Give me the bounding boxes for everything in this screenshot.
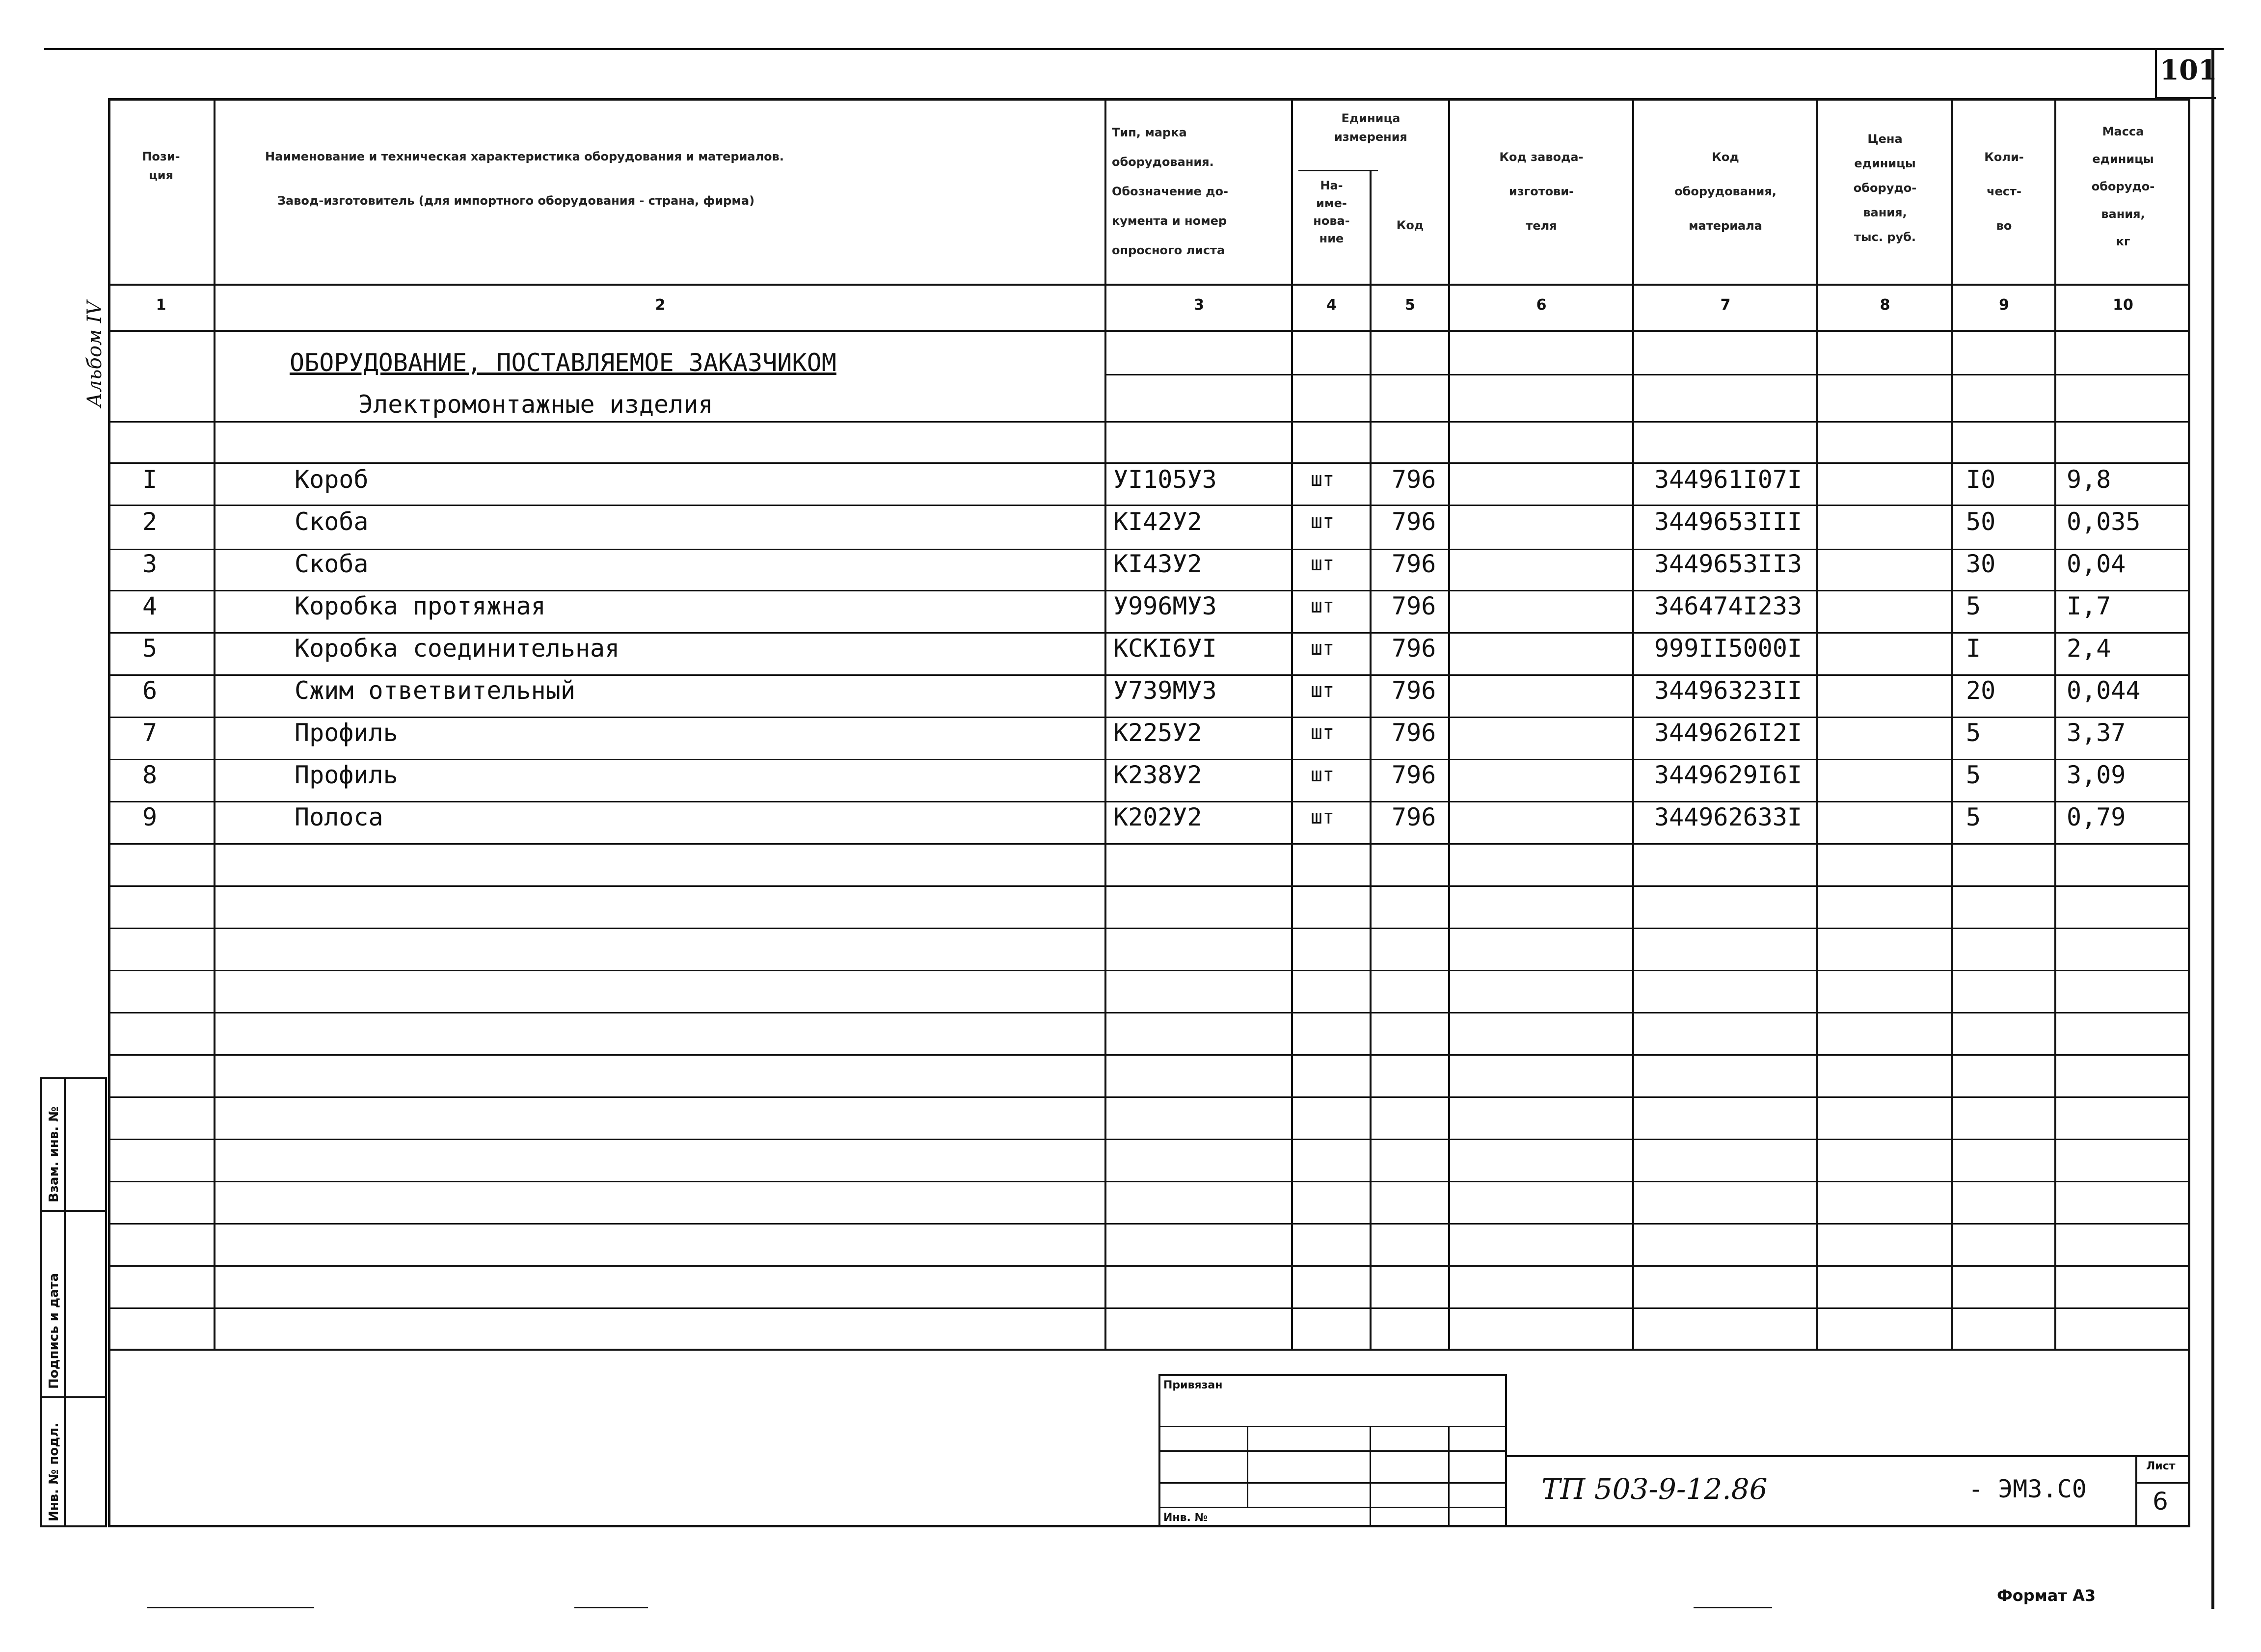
header-manufacturer: Завод-изготовитель (для импортного оборудования - страна, фирма) xyxy=(277,194,755,208)
grid-line xyxy=(1104,421,2190,423)
row-3-pos: 3 xyxy=(142,550,158,578)
subsection-title: Электромонтажные изделия xyxy=(358,390,713,419)
row-6-pos: 6 xyxy=(142,676,158,705)
row-1-qty: I0 xyxy=(1966,465,1996,494)
col-number: 7 xyxy=(1720,296,1731,314)
row-5-unit-code: 796 xyxy=(1392,634,1436,663)
header-factory-code: Код завода- изготови- теля xyxy=(1499,150,1584,233)
header-unit: Единица измерения xyxy=(1334,111,1407,144)
corner-mark: 101 xyxy=(2160,54,2217,86)
grid-line xyxy=(108,843,2190,845)
row-6-qty: 20 xyxy=(1966,676,1996,705)
row-2-unit: шт xyxy=(1311,510,1335,533)
row-3-unit: шт xyxy=(1311,553,1335,575)
row-8-qty: 5 xyxy=(1966,761,1981,789)
row-5-qty: I xyxy=(1966,634,1981,663)
row-3-code: 344965ЗII3 xyxy=(1654,550,1803,578)
row-9-unit: шт xyxy=(1311,806,1335,828)
grid-line xyxy=(108,970,2190,971)
header-name: Наименование и техническая характеристика оборудования и материалов. xyxy=(265,150,784,163)
grid-line xyxy=(108,1096,2190,1098)
row-7-name: Профиль xyxy=(295,719,398,747)
grid-line xyxy=(108,1054,2190,1056)
row-2-code: 344965ЗIII xyxy=(1654,507,1803,536)
side-note: Альбом IV xyxy=(83,301,106,407)
grid-line xyxy=(108,674,2190,676)
row-4-type: У996МУ3 xyxy=(1113,592,1217,620)
row-6-code: 34496323II xyxy=(1654,676,1803,705)
row-2-type: КI42У2 xyxy=(1113,507,1202,536)
col-number: 6 xyxy=(1536,296,1547,314)
row-7-unit-code: 796 xyxy=(1392,719,1436,747)
grid-line xyxy=(108,1265,2190,1267)
header-equipment-code: Код оборудования, материала xyxy=(1674,150,1776,233)
row-1-mass: 9,8 xyxy=(2067,465,2111,494)
row-6-mass: 0,044 xyxy=(2067,676,2141,705)
row-9-unit-code: 796 xyxy=(1392,803,1436,831)
row-8-unit-code: 796 xyxy=(1392,761,1436,789)
row-7-type: К225У2 xyxy=(1113,719,1202,747)
header-mass: Масса единицы оборудо- вания, кг xyxy=(2091,125,2155,248)
row-3-type: КI43У2 xyxy=(1113,550,1202,578)
row-8-pos: 8 xyxy=(142,761,158,789)
right-border xyxy=(2211,48,2214,1609)
row-9-qty: 5 xyxy=(1966,803,1981,831)
section-title: ОБОРУДОВАНИЕ, ПОСТАВЛЯЕМОЕ ЗАКАЗЧИКОМ xyxy=(290,348,836,377)
grid-line xyxy=(108,462,2190,464)
row-5-unit: шт xyxy=(1311,637,1335,660)
row-4-mass: I,7 xyxy=(2067,592,2111,620)
row-9-pos: 9 xyxy=(142,803,158,831)
row-7-qty: 5 xyxy=(1966,719,1981,747)
header-position: Пози- ция xyxy=(142,150,180,182)
row-6-type: У739МУ3 xyxy=(1113,676,1217,705)
grid-line xyxy=(1104,374,2190,375)
header-quantity: Коли- чест- во xyxy=(1984,150,2024,233)
row-2-mass: 0,035 xyxy=(2067,507,2141,536)
row-2-unit-code: 796 xyxy=(1392,507,1436,536)
grid-line xyxy=(108,632,2190,634)
grid-line xyxy=(108,1307,2190,1309)
col-number: 2 xyxy=(655,296,666,314)
row-4-unit-code: 796 xyxy=(1392,592,1436,620)
bound-inv: Инв. № xyxy=(1163,1512,1208,1524)
bound-title: Привязан xyxy=(1163,1379,1223,1391)
grid-line xyxy=(108,1012,2190,1013)
row-2-qty: 50 xyxy=(1966,507,1996,536)
row-3-qty: 30 xyxy=(1966,550,1996,578)
grid-line xyxy=(108,1139,2190,1140)
grid-line xyxy=(108,717,2190,718)
grid-line xyxy=(108,1223,2190,1225)
row-8-unit: шт xyxy=(1311,764,1335,786)
row-1-type: УI105У3 xyxy=(1113,465,1217,494)
row-3-name: Скоба xyxy=(295,550,369,578)
row-9-type: К202У2 xyxy=(1113,803,1202,831)
row-1-unit: шт xyxy=(1311,468,1335,491)
format-label: Формат А3 xyxy=(1997,1586,2096,1605)
row-1-code: 344961I07I xyxy=(1654,465,1803,494)
grid-line xyxy=(108,885,2190,887)
row-5-pos: 5 xyxy=(142,634,158,663)
col-number: 9 xyxy=(1999,296,2009,314)
row-5-type: КСКI6УI xyxy=(1113,634,1217,663)
header-unit-code: Код xyxy=(1396,218,1424,232)
row-9-mass: 0,79 xyxy=(2067,803,2126,831)
row-8-name: Профиль xyxy=(295,761,398,789)
header-price: Цена единицы оборудо- вания, тыс. руб. xyxy=(1853,132,1917,244)
row-4-name: Коробка протяжная xyxy=(295,592,546,620)
row-7-code: 3449626I2I xyxy=(1654,719,1803,747)
side-stamp-replace: Взам. инв. № xyxy=(47,1106,61,1202)
doc-suffix: - ЭМ3.С0 xyxy=(1968,1475,2087,1503)
row-3-unit-code: 796 xyxy=(1392,550,1436,578)
grid-line xyxy=(108,590,2190,591)
row-6-unit-code: 796 xyxy=(1392,676,1436,705)
row-2-name: Скоба xyxy=(295,507,369,536)
grid-line xyxy=(108,505,2190,506)
row-4-unit: шт xyxy=(1311,595,1335,617)
grid-line xyxy=(108,801,2190,802)
row-8-mass: 3,09 xyxy=(2067,761,2126,789)
row-1-unit-code: 796 xyxy=(1392,465,1436,494)
col-number: 5 xyxy=(1405,296,1415,314)
row-4-qty: 5 xyxy=(1966,592,1981,620)
grid-line xyxy=(108,1181,2190,1182)
row-7-pos: 7 xyxy=(142,719,158,747)
col-number: 4 xyxy=(1326,296,1337,314)
row-7-mass: 3,37 xyxy=(2067,719,2126,747)
header-type: Тип, марка оборудования. Обозначение до- кумента и номер опросного листа xyxy=(1112,126,1228,257)
top-border xyxy=(44,48,2224,50)
row-4-code: 346474I233 xyxy=(1654,592,1803,620)
row-3-mass: 0,04 xyxy=(2067,550,2126,578)
col-number: 10 xyxy=(2113,296,2133,314)
row-5-name: Коробка соединительная xyxy=(295,634,620,663)
row-4-pos: 4 xyxy=(142,592,158,620)
row-7-unit: шт xyxy=(1311,721,1335,744)
row-9-code: 344962633I xyxy=(1654,803,1803,831)
row-1-pos: I xyxy=(142,465,158,494)
side-stamp-inv: Инв. № подл. xyxy=(47,1422,61,1521)
row-6-unit: шт xyxy=(1311,679,1335,702)
grid-line xyxy=(108,759,2190,760)
col-number: 3 xyxy=(1194,296,1204,314)
row-1-name: Короб xyxy=(295,465,369,494)
header-unit-name: На- име- нова- ние xyxy=(1313,179,1350,245)
doc-code: ТП 503-9-12.86 xyxy=(1541,1472,1768,1506)
side-stamp-signature: Подпись и дата xyxy=(47,1273,61,1389)
grid-line xyxy=(108,928,2190,929)
col-number: 8 xyxy=(1880,296,1890,314)
sheet-number: 6 xyxy=(2153,1487,2168,1516)
row-9-name: Полоса xyxy=(295,803,383,831)
row-8-code: 3449629I6I xyxy=(1654,761,1803,789)
row-5-code: 999II5000I xyxy=(1654,634,1803,663)
row-2-pos: 2 xyxy=(142,507,158,536)
col-number: 1 xyxy=(156,296,166,314)
sheet-label: Лист xyxy=(2146,1460,2176,1472)
row-8-type: К238У2 xyxy=(1113,761,1202,789)
row-6-name: Сжим ответвительный xyxy=(295,676,575,705)
row-5-mass: 2,4 xyxy=(2067,634,2111,663)
